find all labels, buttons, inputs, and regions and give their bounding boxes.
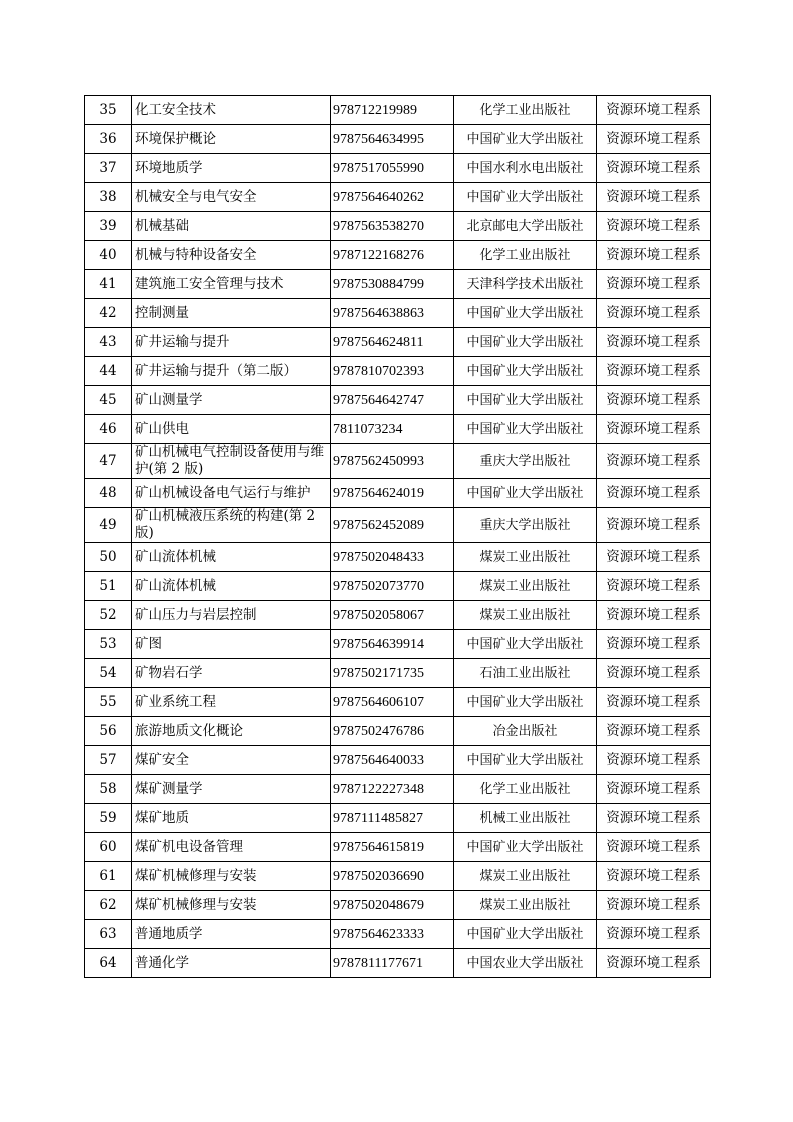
publisher-cell: 天津科学技术出版社 [454,270,597,299]
publisher-cell: 中国矿业大学出版社 [454,415,597,444]
isbn-cell: 978712219989 [331,96,454,125]
book-title-cell: 环境地质学 [132,154,331,183]
row-number-cell: 49 [85,508,132,543]
table-row [85,125,711,154]
department-cell: 资源环境工程系 [597,212,711,241]
department-cell: 资源环境工程系 [597,299,711,328]
isbn-cell: 9787564624019 [331,479,454,508]
department-cell: 资源环境工程系 [597,241,711,270]
row-number-cell: 48 [85,479,132,508]
table-row [85,154,711,183]
publisher-cell: 中国矿业大学出版社 [454,746,597,775]
table-row [85,949,711,978]
publisher-cell: 北京邮电大学出版社 [454,212,597,241]
table-row [85,241,711,270]
publisher-cell: 中国矿业大学出版社 [454,299,597,328]
row-number-cell: 46 [85,415,132,444]
department-cell: 资源环境工程系 [597,659,711,688]
row-number-cell: 52 [85,601,132,630]
isbn-cell: 9787517055990 [331,154,454,183]
isbn-cell: 9787564634995 [331,125,454,154]
publisher-cell: 化学工业出版社 [454,775,597,804]
department-cell: 资源环境工程系 [597,862,711,891]
department-cell: 资源环境工程系 [597,415,711,444]
textbook-table [84,95,711,978]
department-cell: 资源环境工程系 [597,154,711,183]
publisher-cell: 中国矿业大学出版社 [454,833,597,862]
table-row [85,572,711,601]
row-number-cell: 35 [85,96,132,125]
book-title-cell: 机械安全与电气安全 [132,183,331,212]
publisher-cell: 重庆大学出版社 [454,444,597,479]
department-cell: 资源环境工程系 [597,804,711,833]
department-cell: 资源环境工程系 [597,125,711,154]
row-number-cell: 38 [85,183,132,212]
publisher-cell: 煤炭工业出版社 [454,572,597,601]
row-number-cell: 61 [85,862,132,891]
book-title-cell: 矿物岩石学 [132,659,331,688]
department-cell: 资源环境工程系 [597,601,711,630]
table-row [85,862,711,891]
table-row [85,804,711,833]
book-title-cell: 煤矿机械修理与安装 [132,891,331,920]
isbn-cell: 9787564623333 [331,920,454,949]
isbn-cell: 9787564640033 [331,746,454,775]
book-title-cell: 普通化学 [132,949,331,978]
isbn-cell: 9787564642747 [331,386,454,415]
department-cell: 资源环境工程系 [597,328,711,357]
department-cell: 资源环境工程系 [597,949,711,978]
row-number-cell: 45 [85,386,132,415]
book-title-cell: 机械基础 [132,212,331,241]
publisher-cell: 煤炭工业出版社 [454,543,597,572]
row-number-cell: 62 [85,891,132,920]
isbn-cell: 9787122168276 [331,241,454,270]
publisher-cell: 化学工业出版社 [454,96,597,125]
row-number-cell: 57 [85,746,132,775]
book-title-cell: 矿山压力与岩层控制 [132,601,331,630]
publisher-cell: 中国矿业大学出版社 [454,630,597,659]
row-number-cell: 64 [85,949,132,978]
row-number-cell: 36 [85,125,132,154]
table-row [85,833,711,862]
book-title-cell: 矿山机械电气控制设备使用与维护(第 2 版) [132,444,331,479]
publisher-cell: 煤炭工业出版社 [454,891,597,920]
table-row [85,299,711,328]
row-number-cell: 53 [85,630,132,659]
book-title-cell: 矿山供电 [132,415,331,444]
isbn-cell: 9787122227348 [331,775,454,804]
isbn-cell: 9787562452089 [331,508,454,543]
isbn-cell: 9787111485827 [331,804,454,833]
table-body [85,96,711,978]
table-row [85,96,711,125]
publisher-cell: 中国水利水电出版社 [454,154,597,183]
isbn-cell: 9787564640262 [331,183,454,212]
row-number-cell: 43 [85,328,132,357]
table-row [85,775,711,804]
department-cell: 资源环境工程系 [597,833,711,862]
isbn-cell: 9787811177671 [331,949,454,978]
isbn-cell: 9787502476786 [331,717,454,746]
book-title-cell: 矿山机械设备电气运行与维护 [132,479,331,508]
row-number-cell: 56 [85,717,132,746]
row-number-cell: 63 [85,920,132,949]
row-number-cell: 55 [85,688,132,717]
book-title-cell: 煤矿测量学 [132,775,331,804]
publisher-cell: 石油工业出版社 [454,659,597,688]
table-row [85,386,711,415]
book-title-cell: 矿山流体机械 [132,543,331,572]
table-row [85,415,711,444]
row-number-cell: 60 [85,833,132,862]
table-row [85,183,711,212]
department-cell: 资源环境工程系 [597,444,711,479]
publisher-cell: 煤炭工业出版社 [454,601,597,630]
department-cell: 资源环境工程系 [597,920,711,949]
book-title-cell: 普通地质学 [132,920,331,949]
publisher-cell: 煤炭工业出版社 [454,862,597,891]
table-row [85,601,711,630]
department-cell: 资源环境工程系 [597,386,711,415]
row-number-cell: 51 [85,572,132,601]
isbn-cell: 9787502036690 [331,862,454,891]
row-number-cell: 59 [85,804,132,833]
publisher-cell: 中国矿业大学出版社 [454,386,597,415]
isbn-cell: 9787530884799 [331,270,454,299]
isbn-cell: 9787563538270 [331,212,454,241]
department-cell: 资源环境工程系 [597,270,711,299]
table-row [85,630,711,659]
table-row [85,891,711,920]
row-number-cell: 40 [85,241,132,270]
department-cell: 资源环境工程系 [597,630,711,659]
publisher-cell: 重庆大学出版社 [454,508,597,543]
table-row [85,328,711,357]
book-title-cell: 煤矿安全 [132,746,331,775]
isbn-cell: 9787810702393 [331,357,454,386]
isbn-cell: 9787564639914 [331,630,454,659]
isbn-cell: 7811073234 [331,415,454,444]
book-title-cell: 化工安全技术 [132,96,331,125]
table-row [85,717,711,746]
department-cell: 资源环境工程系 [597,746,711,775]
isbn-cell: 9787564624811 [331,328,454,357]
book-title-cell: 矿业系统工程 [132,688,331,717]
department-cell: 资源环境工程系 [597,96,711,125]
isbn-cell: 9787502058067 [331,601,454,630]
book-title-cell: 控制测量 [132,299,331,328]
table-row [85,746,711,775]
publisher-cell: 中国矿业大学出版社 [454,125,597,154]
table-row [85,357,711,386]
isbn-cell: 9787562450993 [331,444,454,479]
table-row [85,659,711,688]
table-row [85,270,711,299]
row-number-cell: 42 [85,299,132,328]
row-number-cell: 58 [85,775,132,804]
row-number-cell: 41 [85,270,132,299]
row-number-cell: 39 [85,212,132,241]
isbn-cell: 9787502171735 [331,659,454,688]
row-number-cell: 50 [85,543,132,572]
department-cell: 资源环境工程系 [597,508,711,543]
book-title-cell: 环境保护概论 [132,125,331,154]
book-title-cell: 旅游地质文化概论 [132,717,331,746]
publisher-cell: 机械工业出版社 [454,804,597,833]
department-cell: 资源环境工程系 [597,479,711,508]
table-row [85,920,711,949]
table-row [85,479,711,508]
publisher-cell: 中国矿业大学出版社 [454,328,597,357]
publisher-cell: 中国农业大学出版社 [454,949,597,978]
department-cell: 资源环境工程系 [597,357,711,386]
book-title-cell: 矿图 [132,630,331,659]
isbn-cell: 9787564606107 [331,688,454,717]
book-title-cell: 煤矿机械修理与安装 [132,862,331,891]
row-number-cell: 44 [85,357,132,386]
isbn-cell: 9787502048679 [331,891,454,920]
publisher-cell: 中国矿业大学出版社 [454,479,597,508]
department-cell: 资源环境工程系 [597,891,711,920]
table-row [85,508,711,543]
department-cell: 资源环境工程系 [597,183,711,212]
publisher-cell: 中国矿业大学出版社 [454,357,597,386]
book-title-cell: 矿山测量学 [132,386,331,415]
book-title-cell: 煤矿机电设备管理 [132,833,331,862]
book-title-cell: 矿井运输与提升（第二版） [132,357,331,386]
table-row [85,444,711,479]
book-title-cell: 煤矿地质 [132,804,331,833]
table-row [85,688,711,717]
department-cell: 资源环境工程系 [597,572,711,601]
row-number-cell: 54 [85,659,132,688]
department-cell: 资源环境工程系 [597,543,711,572]
department-cell: 资源环境工程系 [597,688,711,717]
publisher-cell: 中国矿业大学出版社 [454,183,597,212]
row-number-cell: 37 [85,154,132,183]
department-cell: 资源环境工程系 [597,717,711,746]
publisher-cell: 冶金出版社 [454,717,597,746]
table-row [85,543,711,572]
publisher-cell: 中国矿业大学出版社 [454,688,597,717]
table-row [85,212,711,241]
isbn-cell: 9787564638863 [331,299,454,328]
isbn-cell: 9787564615819 [331,833,454,862]
book-title-cell: 矿山流体机械 [132,572,331,601]
row-number-cell: 47 [85,444,132,479]
book-title-cell: 建筑施工安全管理与技术 [132,270,331,299]
publisher-cell: 中国矿业大学出版社 [454,920,597,949]
book-title-cell: 机械与特种设备安全 [132,241,331,270]
isbn-cell: 9787502073770 [331,572,454,601]
book-title-cell: 矿山机械液压系统的构建(第 2 版) [132,508,331,543]
book-title-cell: 矿井运输与提升 [132,328,331,357]
department-cell: 资源环境工程系 [597,775,711,804]
isbn-cell: 9787502048433 [331,543,454,572]
publisher-cell: 化学工业出版社 [454,241,597,270]
